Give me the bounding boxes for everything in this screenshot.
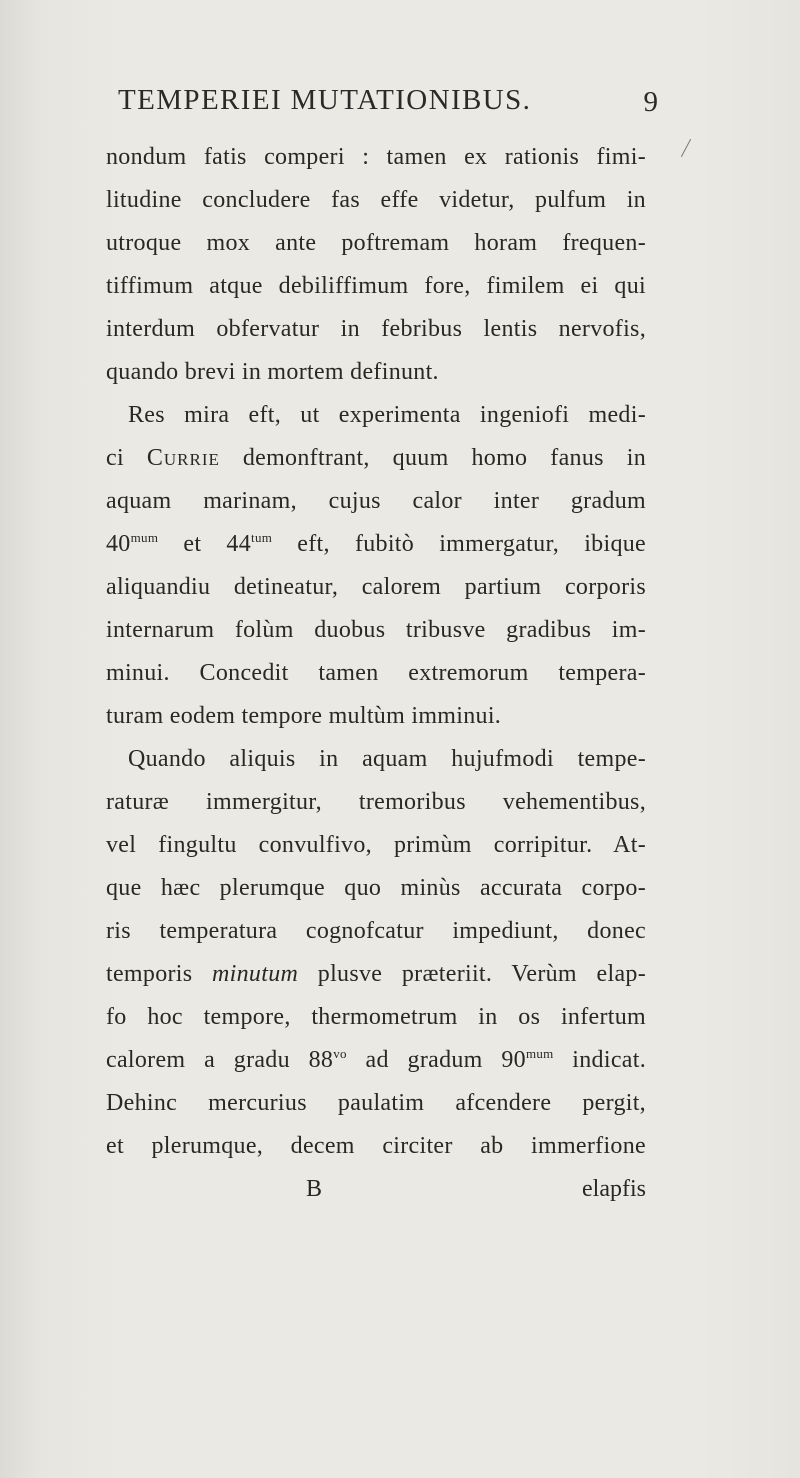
text-line: tiffimum atque debiliffimum fore, fimilem ei qui [106,273,646,299]
signature-mark: B [306,1176,323,1202]
text-line: utroque mox ante poftremam horam frequen- [106,230,646,256]
running-title: TEMPERIEI MUTATIONIBUS. [118,84,532,116]
catchword: elapfis [582,1176,646,1202]
text-line: interdum obfervatur in febribus lentis nervofis, [106,316,646,342]
text-line: fo hoc tempore, thermometrum in os infertum [106,1004,646,1030]
text-line: aliquandiu detineatur, calorem partium corporis [106,574,646,600]
text-line: aquam marinam, cujus calor inter gradum [106,488,646,514]
body-text [106,136,646,1211]
text-line: temporis minutum plusve præteriit. Verùm elap- [106,961,646,987]
text-line: nondum fatis comperi : tamen ex rationis fimi- [106,144,646,170]
text-line: litudine concludere fas effe videtur, pulfum in [106,187,646,213]
page-footer [106,1168,646,1211]
text-line: calorem a gradu $88^{vo}$ ad gradum $90^{mum}$ indicat. [106,1046,646,1073]
text-line: raturæ immergitur, tremoribus vehementibus, [106,789,646,815]
text-line: Quando aliquis in aquam hujufmodi tempe- [128,746,646,772]
italic-word: minutum [212,961,299,987]
running-header [118,84,658,124]
text-line: ci Currie demonftrant, quum homo fanus in [106,445,646,471]
text-line: et plerumque, decem circiter ab immerfione [106,1133,646,1159]
margin-mark [674,135,691,157]
page-number: 9 [643,86,658,118]
text-line: Res mira eft, ut experimenta ingeniofi medi- [128,402,646,428]
text-line: que hæc plerumque quo minùs accurata corpo- [106,875,646,901]
text-line: internarum folùm duobus tribusve gradibus im- [106,617,646,643]
author-name: Currie [146,445,220,471]
text-line: minui. Concedit tamen extremorum tempera- [106,660,646,686]
text-line: quando brevi in mortem definunt. [106,359,439,385]
text-line: ris temperatura cognofcatur impediunt, donec [106,918,646,944]
text-line: Dehinc mercurius paulatim afcendere pergit, [106,1090,646,1116]
text-line: vel fingultu convulfivo, primùm corripitur. At- [106,832,646,858]
text-line: $40^{mum}$ et $44^{tum}$ eft, fubitò immergatur, ibique [106,530,646,557]
text-line: turam eodem tempore multùm imminui. [106,703,502,729]
